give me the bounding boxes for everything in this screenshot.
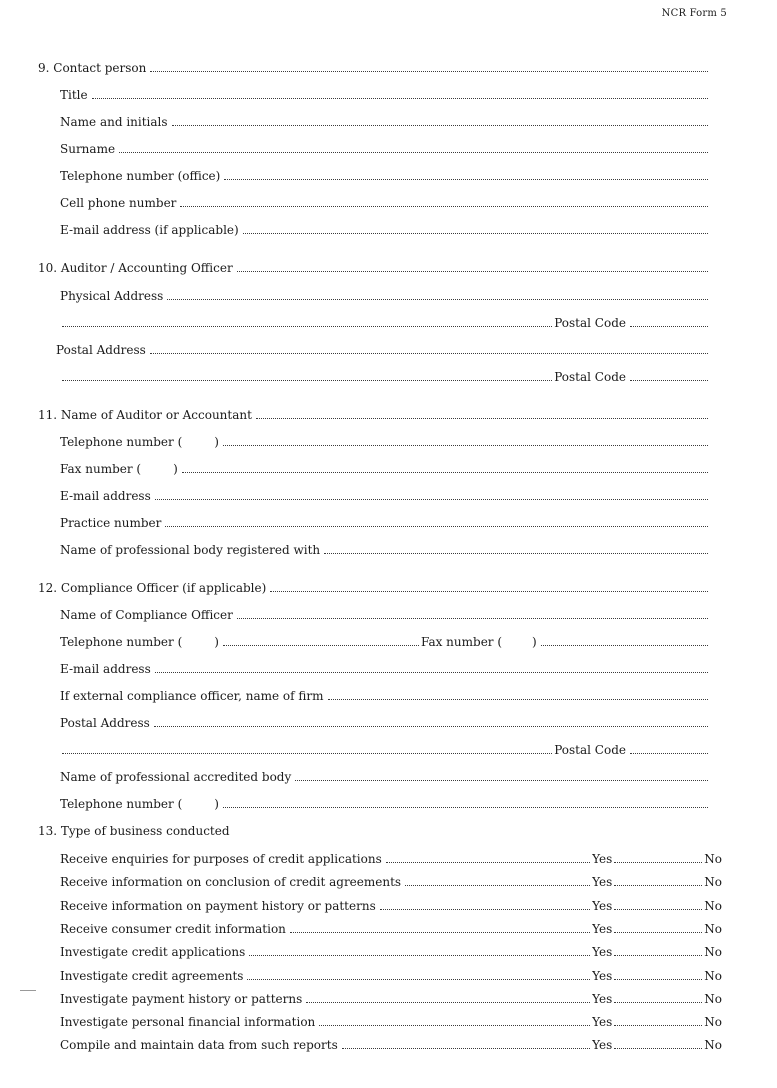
business-type-leader xyxy=(306,991,590,1003)
auditor-fax-label: Fax number ( xyxy=(60,462,142,476)
compliance-fax-label: Fax number ( xyxy=(420,635,503,649)
compliance-postal-line2-field[interactable] xyxy=(62,742,552,754)
business-type-heading-row xyxy=(38,822,710,840)
no-option[interactable]: No xyxy=(704,945,722,959)
business-type-label: Receive information on payment history or patterns xyxy=(60,899,376,913)
external-firm-field[interactable] xyxy=(328,688,709,700)
surname-field[interactable] xyxy=(119,141,708,153)
yes-no-leader xyxy=(614,991,702,1003)
business-type-row xyxy=(60,990,722,1008)
yes-option[interactable]: Yes xyxy=(592,899,613,913)
cell-phone-row xyxy=(60,194,710,212)
no-option[interactable]: No xyxy=(704,899,722,913)
practice-number-label: Practice number xyxy=(60,516,162,530)
compliance-postal-code-label: Postal Code xyxy=(554,743,626,757)
yes-option[interactable]: Yes xyxy=(592,945,613,959)
compliance-postal-address-row xyxy=(60,714,710,732)
yes-no-leader xyxy=(614,898,702,910)
business-type-label: Investigate credit applications xyxy=(60,945,246,959)
auditor-fax-close: ) xyxy=(173,462,178,476)
yes-no-leader xyxy=(614,968,702,980)
compliance-fax-field[interactable] xyxy=(541,634,708,646)
business-type-row xyxy=(60,1013,722,1031)
physical-address-field[interactable] xyxy=(167,288,708,300)
contact-email-field[interactable] xyxy=(243,222,708,234)
business-type-label: Compile and maintain data from such reports xyxy=(60,1038,338,1052)
yes-option[interactable]: Yes xyxy=(592,875,613,889)
cell-phone-field[interactable] xyxy=(180,195,708,207)
auditor-name-row xyxy=(38,406,710,424)
physical-address-line2-field[interactable] xyxy=(62,315,552,327)
no-option[interactable]: No xyxy=(704,875,722,889)
telephone-office-field[interactable] xyxy=(224,168,708,180)
physical-address-label: Physical Address xyxy=(60,289,164,303)
business-type-leader xyxy=(249,944,590,956)
form-number: NCR Form 5 xyxy=(661,8,727,19)
professional-body-label: Name of professional body registered with xyxy=(60,543,321,557)
auditor-telephone-close: ) xyxy=(214,435,219,449)
business-type-leader xyxy=(386,851,590,863)
yes-option[interactable]: Yes xyxy=(592,969,613,983)
business-type-label: Investigate payment history or patterns xyxy=(60,992,303,1006)
postal-address-line2-field[interactable] xyxy=(62,369,552,381)
business-type-row xyxy=(60,920,722,938)
postal-address-label: Postal Address xyxy=(56,343,146,357)
surname-row xyxy=(60,140,710,158)
contact-email-row xyxy=(60,221,710,239)
yes-option[interactable]: Yes xyxy=(592,852,613,866)
no-option[interactable]: No xyxy=(704,992,722,1006)
yes-no-leader xyxy=(614,1037,702,1049)
telephone-office-row xyxy=(60,167,710,185)
no-option[interactable]: No xyxy=(704,969,722,983)
business-type-leader xyxy=(290,921,590,933)
compliance-officer-name-row xyxy=(60,606,710,624)
business-type-row xyxy=(60,850,722,868)
business-type-label: Investigate credit agreements xyxy=(60,969,244,983)
compliance-postal-code-field[interactable] xyxy=(630,742,708,754)
compliance-officer-name-label: Name of Compliance Officer xyxy=(60,608,233,622)
auditor-email-row xyxy=(60,487,710,505)
title-row xyxy=(60,86,710,104)
business-type-leader xyxy=(342,1037,590,1049)
no-option[interactable]: No xyxy=(704,1015,722,1029)
business-type-leader xyxy=(380,898,590,910)
auditor-telephone-label: Telephone number ( xyxy=(60,435,183,449)
contact-person-row xyxy=(38,59,710,77)
scan-mark xyxy=(20,990,36,991)
auditor-fax-row xyxy=(60,460,710,478)
yes-no-leader xyxy=(614,1014,702,1026)
postal-code-field[interactable] xyxy=(630,315,708,327)
business-type-leader xyxy=(247,968,590,980)
yes-no-leader xyxy=(614,851,702,863)
title-label: Title xyxy=(60,88,88,102)
business-type-row xyxy=(60,967,722,985)
business-type-row xyxy=(60,1036,722,1054)
practice-number-field[interactable] xyxy=(165,515,708,527)
postal-address-line2-row xyxy=(60,368,710,386)
name-initials-field[interactable] xyxy=(172,114,708,126)
cell-phone-label: Cell phone number xyxy=(60,196,177,210)
postal-code-label-2: Postal Code xyxy=(554,370,626,384)
external-firm-row xyxy=(60,687,710,705)
compliance-postal-address-field[interactable] xyxy=(154,715,708,727)
yes-option[interactable]: Yes xyxy=(592,922,613,936)
name-initials-row xyxy=(60,113,710,131)
business-type-row xyxy=(60,897,722,915)
section-12-heading: 12. Compliance Officer (if applicable) xyxy=(38,581,267,595)
auditor-email-label: E-mail address xyxy=(60,489,151,503)
compliance-telephone-field[interactable] xyxy=(223,634,419,646)
accredited-telephone-label: Telephone number ( xyxy=(60,797,183,811)
compliance-email-label: E-mail address xyxy=(60,662,151,676)
accredited-body-row xyxy=(60,768,710,786)
title-field[interactable] xyxy=(92,87,708,99)
auditor-officer-field[interactable] xyxy=(237,260,708,272)
physical-address-row xyxy=(60,287,710,305)
accredited-body-field[interactable] xyxy=(295,769,708,781)
business-type-label: Receive information on conclusion of credit agreements xyxy=(60,875,402,889)
business-type-label: Receive consumer credit information xyxy=(60,922,286,936)
auditor-officer-row xyxy=(38,259,710,277)
compliance-telephone-label: Telephone number ( xyxy=(60,635,183,649)
compliance-email-row xyxy=(60,660,710,678)
postal-code-label: Postal Code xyxy=(554,316,626,330)
yes-option[interactable]: Yes xyxy=(592,1015,613,1029)
practice-number-row xyxy=(60,514,710,532)
yes-option[interactable]: Yes xyxy=(592,1038,613,1052)
compliance-postal-line2-row xyxy=(60,741,710,759)
auditor-name-field[interactable] xyxy=(256,407,708,419)
auditor-telephone-row xyxy=(60,433,710,451)
compliance-telephone-close: ) xyxy=(214,635,219,649)
business-type-leader xyxy=(405,874,590,886)
auditor-fax-field[interactable] xyxy=(182,461,708,473)
compliance-fax-close: ) xyxy=(532,635,537,649)
yes-no-leader xyxy=(614,921,702,933)
accredited-body-label: Name of professional accredited body xyxy=(60,770,292,784)
business-type-leader xyxy=(319,1014,590,1026)
yes-no-leader xyxy=(614,874,702,886)
accredited-telephone-field[interactable] xyxy=(223,796,708,808)
section-13-heading: 13. Type of business conducted xyxy=(38,824,230,838)
professional-body-row xyxy=(60,541,710,559)
professional-body-field[interactable] xyxy=(324,542,708,554)
surname-label: Surname xyxy=(60,142,116,156)
auditor-telephone-field[interactable] xyxy=(223,434,708,446)
yes-option[interactable]: Yes xyxy=(592,992,613,1006)
no-option[interactable]: No xyxy=(704,1038,722,1052)
external-firm-label: If external compliance officer, name of firm xyxy=(60,689,324,703)
compliance-telephone-fax-row xyxy=(60,633,710,651)
compliance-officer-row xyxy=(38,579,710,597)
compliance-officer-field[interactable] xyxy=(270,580,708,592)
contact-person-field[interactable] xyxy=(150,60,708,72)
yes-no-leader xyxy=(614,944,702,956)
postal-code-field-2[interactable] xyxy=(630,369,708,381)
physical-address-line2-row xyxy=(60,314,710,332)
business-type-label: Receive enquiries for purposes of credit applications xyxy=(60,852,382,866)
postal-address-row xyxy=(56,341,710,359)
accredited-telephone-close: ) xyxy=(214,797,219,811)
postal-address-field[interactable] xyxy=(150,342,708,354)
compliance-email-field[interactable] xyxy=(155,661,708,673)
compliance-officer-name-field[interactable] xyxy=(237,607,708,619)
compliance-postal-address-label: Postal Address xyxy=(60,716,150,730)
auditor-email-field[interactable] xyxy=(155,488,708,500)
business-type-row xyxy=(60,943,722,961)
contact-email-label: E-mail address (if applicable) xyxy=(60,223,239,237)
section-10-heading: 10. Auditor / Accounting Officer xyxy=(38,261,233,275)
business-type-label: Investigate personal financial information xyxy=(60,1015,316,1029)
name-initials-label: Name and initials xyxy=(60,115,168,129)
accredited-telephone-row xyxy=(60,795,710,813)
business-type-row xyxy=(60,873,722,891)
section-9-heading: 9. Contact person xyxy=(38,61,147,75)
no-option[interactable]: No xyxy=(704,922,722,936)
no-option[interactable]: No xyxy=(704,852,722,866)
section-11-heading: 11. Name of Auditor or Accountant xyxy=(38,408,252,422)
telephone-office-label: Telephone number (office) xyxy=(60,169,221,183)
